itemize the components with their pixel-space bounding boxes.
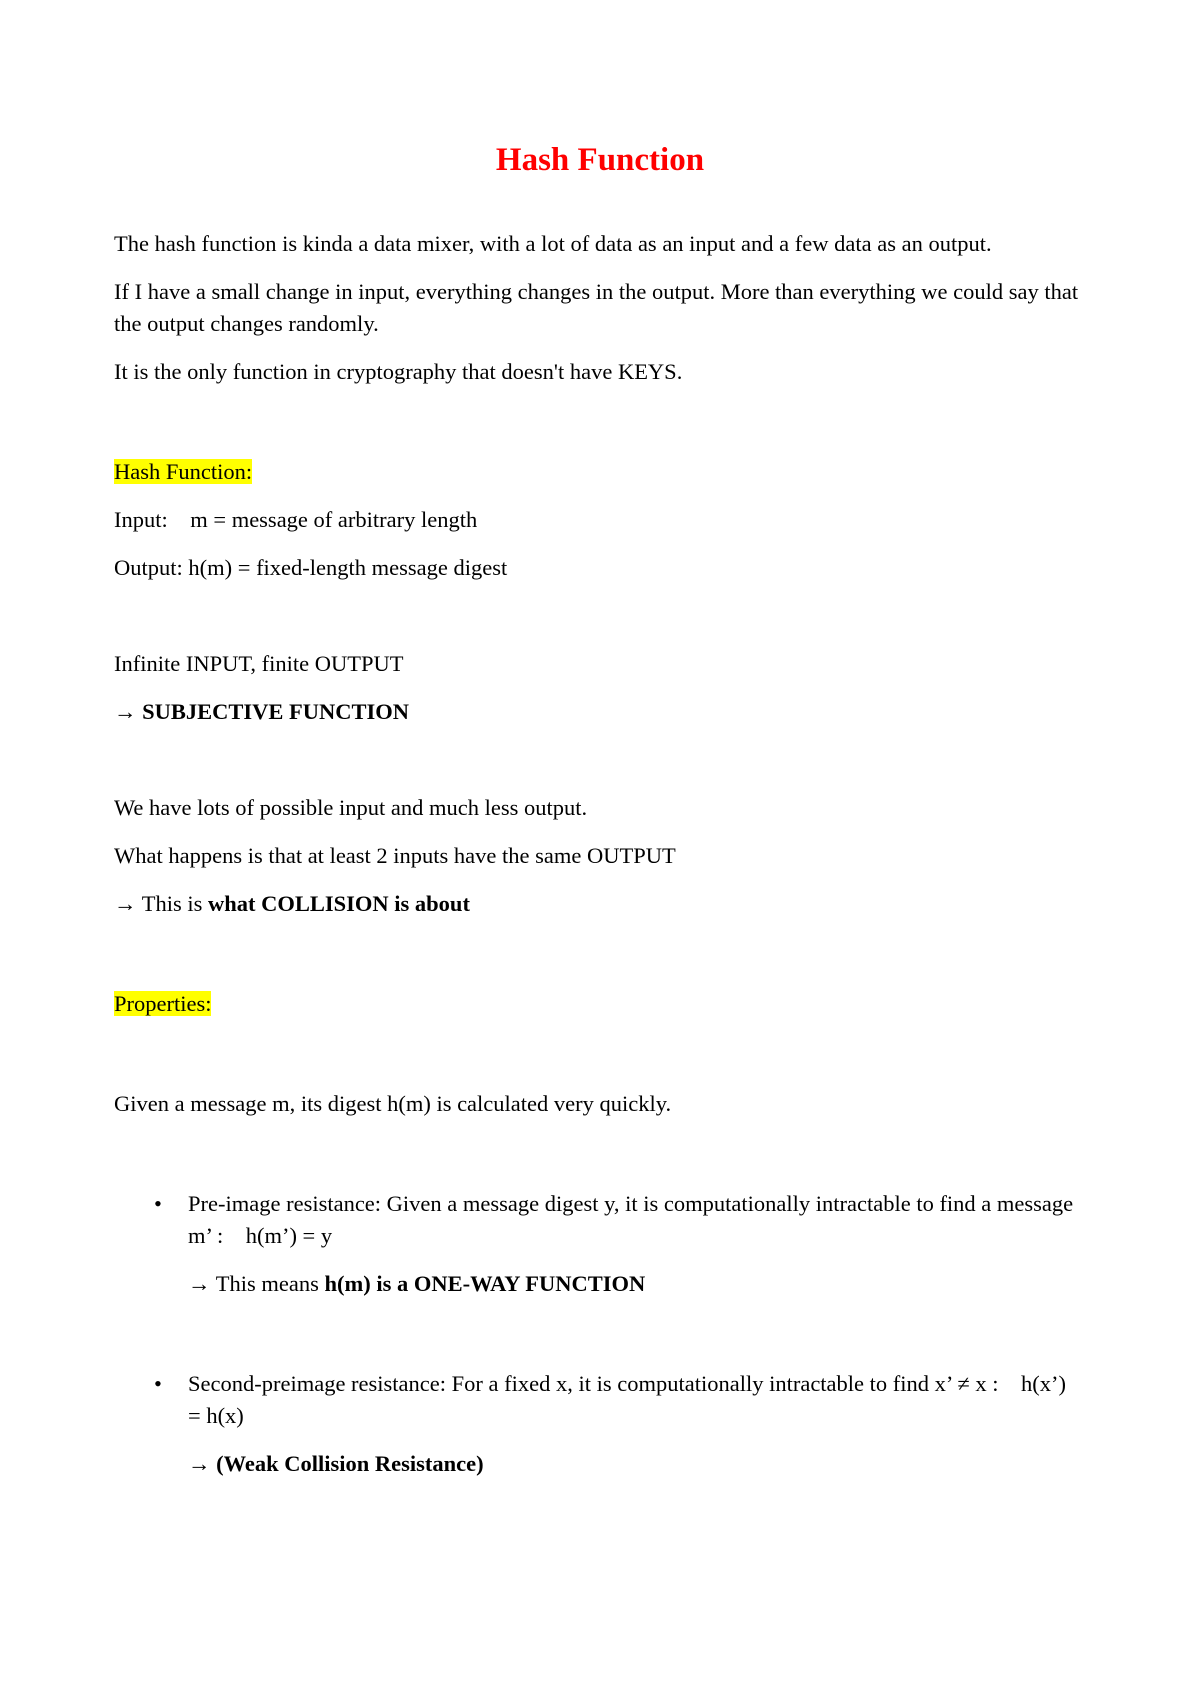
property-note-second-preimage [114, 1448, 1084, 1480]
properties-heading-line [114, 988, 1084, 1020]
bullet-icon: • [154, 1371, 162, 1396]
definition-input [114, 504, 1084, 536]
properties-heading: Properties: [114, 991, 212, 1016]
surjective-emphasis: SUBJECTIVE FUNCTION [142, 699, 410, 724]
input-value: m = message of arbitrary length [190, 507, 478, 532]
note-emphasis: h(m) is a ONE-WAY FUNCTION [324, 1271, 646, 1296]
collision-line-1: We have lots of possible input and much less output. [114, 795, 588, 820]
surjective-conclusion [114, 696, 1084, 728]
property-text: Pre-image resistance: Given a message digest y, it is computationally intractable to find a message m’ : [188, 1191, 1074, 1248]
definition-output [114, 552, 1084, 584]
arrow-icon: → [114, 699, 137, 724]
property-note-preimage [114, 1268, 1084, 1300]
input-label: Input: [114, 507, 168, 532]
collision-conclusion [114, 888, 1084, 920]
property-formula: h(m’) = y [245, 1223, 333, 1248]
intro-paragraph-1: The hash function is kinda a data mixer, with a lot of data as an input and a few data as an output. [114, 231, 992, 256]
property-formula: h(x’) = h(x) [188, 1371, 1066, 1428]
note-prefix: This means [215, 1271, 319, 1296]
document-body [114, 228, 1084, 1480]
arrow-icon: → [188, 1451, 211, 1476]
property-item-second-preimage [114, 1368, 1084, 1432]
property-item-preimage [114, 1188, 1084, 1252]
arrow-icon: → [114, 891, 137, 916]
note-emphasis: (Weak Collision Resistance) [216, 1451, 484, 1476]
properties-intro: Given a message m, its digest h(m) is calculated very quickly. [114, 1091, 672, 1116]
surjective-line: Infinite INPUT, finite OUTPUT [114, 651, 404, 676]
arrow-icon: → [188, 1271, 211, 1296]
intro-paragraph-3: It is the only function in cryptography that doesn't have KEYS. [114, 359, 683, 384]
intro-paragraph-2: If I have a small change in input, everything changes in the output. More than everything we could say that the output changes randomly. [114, 279, 1079, 336]
output-label: Output: [114, 555, 183, 580]
definition-heading: Hash Function: [114, 459, 253, 484]
bullet-icon: • [154, 1191, 162, 1216]
property-text: Second-preimage resistance: For a fixed x, it is computationally intractable to find x’ ≠ x : [188, 1371, 999, 1396]
collision-prefix: This is [141, 891, 203, 916]
output-value: h(m) = fixed-length message digest [188, 555, 508, 580]
page-title: Hash Function [495, 142, 705, 178]
definition-heading-line [114, 456, 1084, 488]
collision-line-2: What happens is that at least 2 inputs have the same OUTPUT [114, 843, 676, 868]
collision-emphasis: what COLLISION is about [207, 891, 470, 916]
